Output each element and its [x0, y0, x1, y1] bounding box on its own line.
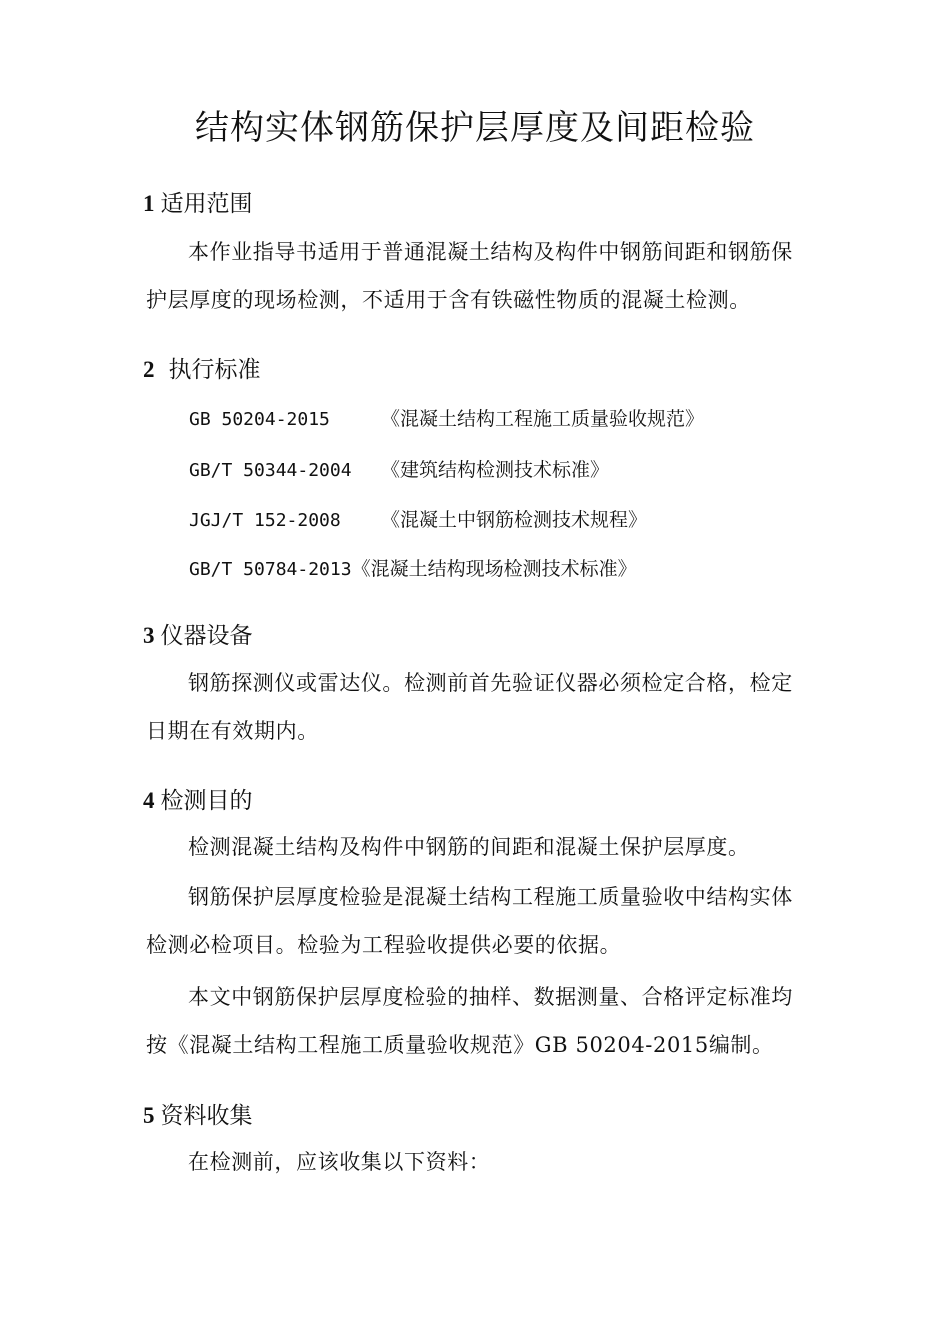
section-heading-4 [143, 782, 253, 815]
paragraph-text: 检测混凝土结构及构件中钢筋的间距和混凝土保护层厚度。 [188, 835, 750, 859]
standard-code: GB/T 50344-2004 [189, 460, 352, 481]
paragraph [146, 659, 812, 755]
document-title: 结构实体钢筋保护层厚度及间距检验 [195, 108, 755, 148]
paragraph [146, 823, 812, 871]
section-title: 检测目的 [160, 788, 253, 814]
section-heading-5 [143, 1097, 253, 1130]
standard-code: JGJ/T 152-2008 [189, 510, 341, 531]
standard-name: 《混凝土中钢筋检测技术规程》 [381, 509, 648, 531]
section-number: 5 [143, 1103, 155, 1128]
paragraph-text: 本作业指导书适用于普通混凝土结构及构件中钢筋间距和钢筋保护层厚度的现场检测，不适用于含有铁磁性物质的混凝土检测。 [146, 240, 793, 312]
standard-item [189, 505, 647, 532]
section-number: 4 [143, 788, 155, 813]
section-title: 适用范围 [160, 191, 253, 217]
standard-item [189, 455, 609, 482]
standard-name: 《混凝土结构工程施工质量验收规范》 [381, 408, 705, 430]
paragraph [146, 973, 812, 1069]
paragraph-text: 钢筋保护层厚度检验是混凝土结构工程施工质量验收中结构实体检测必检项目。检验为工程验收提供必要的依据。 [146, 885, 793, 957]
standard-item [189, 404, 704, 431]
paragraph [146, 873, 812, 969]
paragraph [146, 1138, 812, 1186]
paragraph-text: 本文中钢筋保护层厚度检验的抽样、数据测量、合格评定标准均按《混凝土结构工程施工质量验收规范》GB 50204-2015编制。 [146, 985, 793, 1057]
standard-name: 《建筑结构检测技术标准》 [381, 459, 610, 481]
section-title: 资料收集 [160, 1103, 253, 1129]
paragraph [146, 228, 812, 324]
standard-item [189, 554, 637, 581]
section-title: 执行标准 [168, 357, 261, 383]
standard-code: GB 50204-2015 [189, 409, 330, 430]
standard-name: 《混凝土结构现场检测技术标准》 [351, 558, 637, 580]
paragraph-text: 钢筋探测仪或雷达仪。检测前首先验证仪器必须检定合格，检定日期在有效期内。 [146, 671, 793, 743]
standard-code: GB/T 50784-2013 [189, 559, 352, 580]
section-number: 2 [143, 357, 155, 382]
section-heading-1 [143, 185, 253, 218]
section-title: 仪器设备 [160, 623, 253, 649]
section-heading-3 [143, 617, 253, 650]
section-heading-2 [143, 351, 261, 384]
paragraph-text: 在检测前，应该收集以下资料： [188, 1150, 491, 1174]
section-number: 3 [143, 623, 155, 648]
section-number: 1 [143, 191, 155, 216]
